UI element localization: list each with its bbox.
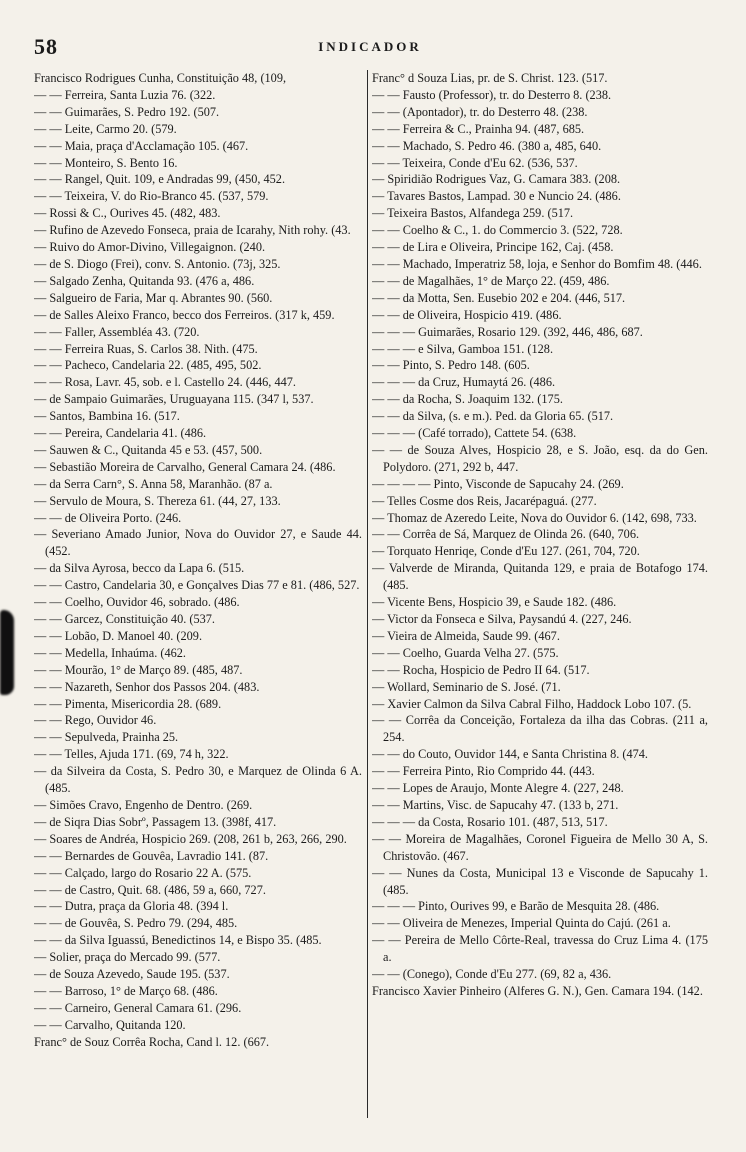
directory-entry: — — — (Café torrado), Cattete 54. (638. <box>372 426 577 441</box>
directory-entry: — — Machado, S. Pedro 46. (380 a, 485, 640. <box>372 138 602 153</box>
page-number: 58 <box>34 34 58 59</box>
right-column <box>372 70 708 1120</box>
directory-entry: — — Pacheco, Candelaria 22. (485, 495, 502. <box>34 358 262 373</box>
directory-entry: — Ruivo do Amor-Divino, Villegaignon. (240. <box>34 240 266 255</box>
directory-entry: — Spiridião Rodrigues Vaz, G. Camara 383. (208. <box>372 172 621 187</box>
directory-entry: — — — da Cruz, Humaytá 26. (486. <box>372 375 556 390</box>
directory-entry: — — da Silva Iguassú, Benedictinos 14, e Bispo 35. (485. <box>34 933 322 948</box>
directory-entry: — Rossi & C., Ourives 45. (482, 483. <box>34 206 221 221</box>
directory-entry: — — (Conego), Conde d'Eu 277. (69, 82 a, 436. <box>372 967 612 982</box>
directory-entry: — — Carvalho, Quitanda 120. <box>34 1017 186 1032</box>
directory-entry: — — — Guimarães, Rosario 129. (392, 446, 486, 687. <box>372 324 643 339</box>
directory-entry: — Rufino de Azevedo Fonseca, praia de Icarahy, Nith rohy. (43. <box>34 223 351 238</box>
directory-entry: — — Nazareth, Senhor dos Passos 204. (483. <box>34 679 260 694</box>
directory-entry: — — de Oliveira Porto. (246. <box>34 510 182 525</box>
directory-entry: — Salgado Zenha, Quitanda 93. (476 a, 486. <box>34 273 255 288</box>
directory-entry: — — do Couto, Ouvidor 144, e Santa Christina 8. (474. <box>372 747 648 762</box>
directory-entry: — Santos, Bambina 16. (517. <box>34 409 180 424</box>
directory-entry: — — Barroso, 1° de Março 68. (486. <box>34 983 218 998</box>
directory-entry: Franc° d Souza Lias, pr. de S. Christ. 123. (517. <box>372 71 608 85</box>
directory-entry: — — Pinto, S. Pedro 148. (605. <box>372 358 530 373</box>
directory-entry: — de Salles Aleixo Franco, becco dos Ferreiros. (317 k, 459. <box>34 307 335 322</box>
directory-entry: — — Ferreira Pinto, Rio Comprido 44. (443. <box>372 764 595 779</box>
directory-entry: — Servulo de Moura, S. Thereza 61. (44, 27, 133. <box>34 493 281 508</box>
directory-entry: — — Ferreira Ruas, S. Carlos 38. Nith. (475. <box>34 341 258 356</box>
directory-entry: — — Teixeira, V. do Rio-Branco 45. (537, 579. <box>34 189 269 204</box>
directory-entry: — — — Pinto, Ourives 99, e Barão de Mesquita 28. (486. <box>372 899 660 914</box>
directory-entry: — da Silveira da Costa, S. Pedro 30, e Marquez de Olinda 6 A. (485. <box>34 764 362 796</box>
directory-entry: Francisco Rodrigues Cunha, Constituição 48, (109, <box>34 71 287 85</box>
directory-entry: — Xavier Calmon da Silva Cabral Filho, Haddock Lobo 107. (5. <box>372 696 692 711</box>
column-divider <box>367 70 368 1118</box>
directory-entry: — — de Gouvêa, S. Pedro 79. (294, 485. <box>34 916 238 931</box>
directory-entry: — — — da Costa, Rosario 101. (487, 513, 517. <box>372 814 608 829</box>
directory-entry: — — Mourão, 1° de Março 89. (485, 487. <box>34 662 243 677</box>
directory-entry: — Valverde de Miranda, Quitanda 129, e praia de Botafogo 174. (485. <box>372 561 708 593</box>
directory-entry: — — Pereira, Candelaria 41. (486. <box>34 426 207 441</box>
directory-entry: — Sauwen & C., Quitanda 45 e 53. (457, 500. <box>34 442 263 457</box>
directory-entry: — — Maia, praça d'Acclamação 105. (467. <box>34 138 249 153</box>
directory-entry: — — Coelho, Ouvidor 46, sobrado. (486. <box>34 595 240 610</box>
directory-entry: — — — — Pinto, Visconde de Sapucahy 24. (269. <box>372 476 624 491</box>
directory-entry: — Solier, praça do Mercado 99. (577. <box>34 950 221 965</box>
directory-entry: — — Telles, Ajuda 171. (69, 74 h, 322. <box>34 747 229 762</box>
directory-entry: — — Rego, Ouvidor 46. <box>34 713 157 728</box>
directory-entry: — da Silva Ayrosa, becco da Lapa 6. (515. <box>34 561 245 576</box>
directory-entry: — — Ferreira & C., Prainha 94. (487, 685. <box>372 121 585 136</box>
directory-entry: — — Pereira de Mello Côrte-Real, travessa do Cruz Lima 4. (175 a. <box>372 933 708 965</box>
directory-entry: — — de Castro, Quit. 68. (486, 59 a, 660, 727. <box>34 882 266 897</box>
directory-entry: — — Rosa, Lavr. 45, sob. e l. Castello 24. (446, 447. <box>34 375 296 390</box>
directory-entry: — — Dutra, praça da Gloria 48. (394 l. <box>34 899 229 914</box>
directory-entry: — Sebastião Moreira de Carvalho, General Camara 24. (486. <box>34 459 336 474</box>
directory-entry: — Vicente Bens, Hospicio 39, e Saude 182. (486. <box>372 595 617 610</box>
directory-entry: — — de Oliveira, Hospicio 419. (486. <box>372 307 562 322</box>
directory-entry: — — de Magalhães, 1° de Março 22. (459, 486. <box>372 273 610 288</box>
directory-entry: — Severiano Amado Junior, Nova do Ouvidor 27, e Saude 44. (452. <box>34 527 362 559</box>
directory-entry: — — Lobão, D. Manoel 40. (209. <box>34 628 203 643</box>
directory-entry: — Telles Cosme dos Reis, Jacarépaguá. (277. <box>372 493 597 508</box>
directory-entry: — Salgueiro de Faria, Mar q. Abrantes 90. (560. <box>34 290 273 305</box>
directory-entry: — — da Silva, (s. e m.). Ped. da Gloria 65. (517. <box>372 409 614 424</box>
directory-entry: — Teixeira Bastos, Alfandega 259. (517. <box>372 206 574 221</box>
directory-entry: — Wollard, Seminario de S. José. (71. <box>372 679 561 694</box>
directory-entry: Francisco Xavier Pinheiro (Alferes G. N.), Gen. Camara 194. (142. <box>372 983 703 998</box>
directory-entry: — — Coelho, Guarda Velha 27. (575. <box>372 645 559 660</box>
directory-entry: — da Serra Carn°, S. Anna 58, Maranhão. (87 a. <box>34 476 273 491</box>
directory-entry: — — Carneiro, General Camara 61. (296. <box>34 1000 242 1015</box>
ink-stain <box>0 610 14 695</box>
directory-entry: — — Faller, Assembléa 43. (720. <box>34 324 200 339</box>
directory-entry: — — Ferreira, Santa Luzia 76. (322. <box>34 87 216 102</box>
directory-entry: Franc° de Souz Corrêa Rocha, Cand l. 12. (667. <box>34 1034 270 1049</box>
directory-entry: — — Coelho & C., 1. do Commercio 3. (522, 728. <box>372 223 623 238</box>
left-column <box>34 70 362 1120</box>
page-header <box>34 34 706 58</box>
directory-entry: — Tavares Bastos, Lampad. 30 e Nuncio 24. (486. <box>372 189 621 204</box>
directory-entry: — — Calçado, largo do Rosario 22 A. (575. <box>34 865 252 880</box>
directory-entry: — — Oliveira de Menezes, Imperial Quinta do Cajú. (261 a. <box>372 916 671 931</box>
directory-entry: — Thomaz de Azeredo Leite, Nova do Ouvidor 6. (142, 698, 733. <box>372 510 697 525</box>
directory-entry: — de S. Diogo (Frei), conv. S. Antonio. (73j, 325. <box>34 256 281 271</box>
directory-entry: — — Leite, Carmo 20. (579. <box>34 121 177 136</box>
directory-entry: — — Monteiro, S. Bento 16. <box>34 155 178 170</box>
directory-entry: — — Pimenta, Misericordia 28. (689. <box>34 696 222 711</box>
directory-entry: — — Lopes de Araujo, Monte Alegre 4. (227, 248. <box>372 781 624 796</box>
directory-entry: — — Garcez, Constituição 40. (537. <box>34 612 215 626</box>
directory-entry: — — Medella, Inhaúma. (462. <box>34 645 186 660</box>
directory-entry: — — Guimarães, S. Pedro 192. (507. <box>34 104 220 119</box>
directory-entry: — — (Apontador), tr. do Desterro 48. (238. <box>372 104 588 119</box>
directory-entry: — Torquato Henriqe, Conde d'Eu 127. (261, 704, 720. <box>372 544 640 559</box>
directory-columns <box>34 70 708 1120</box>
running-title: INDICADOR <box>318 39 422 54</box>
directory-entry: — — de Souza Alves, Hospicio 28, e S. João, esq. da do Gen. Polydoro. (271, 292 b, 447. <box>372 442 708 474</box>
directory-entry: — — Rangel, Quit. 109, e Andradas 99, (450, 452. <box>34 172 286 187</box>
directory-entry: — Soares de Andréa, Hospicio 269. (208, 261 b, 263, 266, 290. <box>34 831 347 846</box>
directory-entry: — — da Motta, Sen. Eusebio 202 e 204. (446, 517. <box>372 290 626 305</box>
directory-entry: — Simões Cravo, Engenho de Dentro. (269. <box>34 797 253 812</box>
directory-entry: — de Sampaio Guimarães, Uruguayana 115. (347 l, 537. <box>34 392 314 407</box>
directory-entry: — de Souza Azevedo, Saude 195. (537. <box>34 967 230 982</box>
directory-entry: — de Siqra Dias Sobrº, Passagem 13. (398f, 417. <box>34 814 277 829</box>
directory-entry: — Vieira de Almeida, Saude 99. (467. <box>372 628 560 643</box>
directory-entry: — — Moreira de Magalhães, Coronel Figueira de Mello 30 A, S. Christovão. (467. <box>372 831 708 863</box>
directory-entry: — — Corrêa da Conceição, Fortaleza da ilha das Cobras. (211 a, 254. <box>372 713 708 745</box>
directory-entry: — — Bernardes de Gouvêa, Lavradio 141. (87. <box>34 848 269 863</box>
directory-entry: — Victor da Fonseca e Silva, Paysandú 4. (227, 246. <box>372 612 632 626</box>
directory-entry: — — Castro, Candelaria 30, e Gonçalves Dias 77 e 81. (486, 527. <box>34 578 360 593</box>
directory-entry: — — Nunes da Costa, Municipal 13 e Visconde de Sapucahy 1. (485. <box>372 865 708 897</box>
directory-entry: — — Martins, Visc. de Sapucahy 47. (133 b, 271. <box>372 797 619 812</box>
directory-entry: — — da Rocha, S. Joaquim 132. (175. <box>372 392 563 407</box>
directory-entry: — — Teixeira, Conde d'Eu 62. (536, 537. <box>372 155 578 170</box>
directory-entry: — — Machado, Imperatriz 58, loja, e Senhor do Bomfim 48. (446. <box>372 256 702 271</box>
directory-entry: — — Fausto (Professor), tr. do Desterro 8. (238. <box>372 87 612 102</box>
directory-entry: — — — e Silva, Gamboa 151. (128. <box>372 341 554 356</box>
directory-entry: — — Corrêa de Sá, Marquez de Olinda 26. (640, 706. <box>372 527 640 542</box>
directory-entry: — — de Lira e Oliveira, Principe 162, Caj. (458. <box>372 240 614 255</box>
directory-entry: — — Sepulveda, Prainha 25. <box>34 730 179 745</box>
directory-entry: — — Rocha, Hospicio de Pedro II 64. (517. <box>372 662 590 677</box>
